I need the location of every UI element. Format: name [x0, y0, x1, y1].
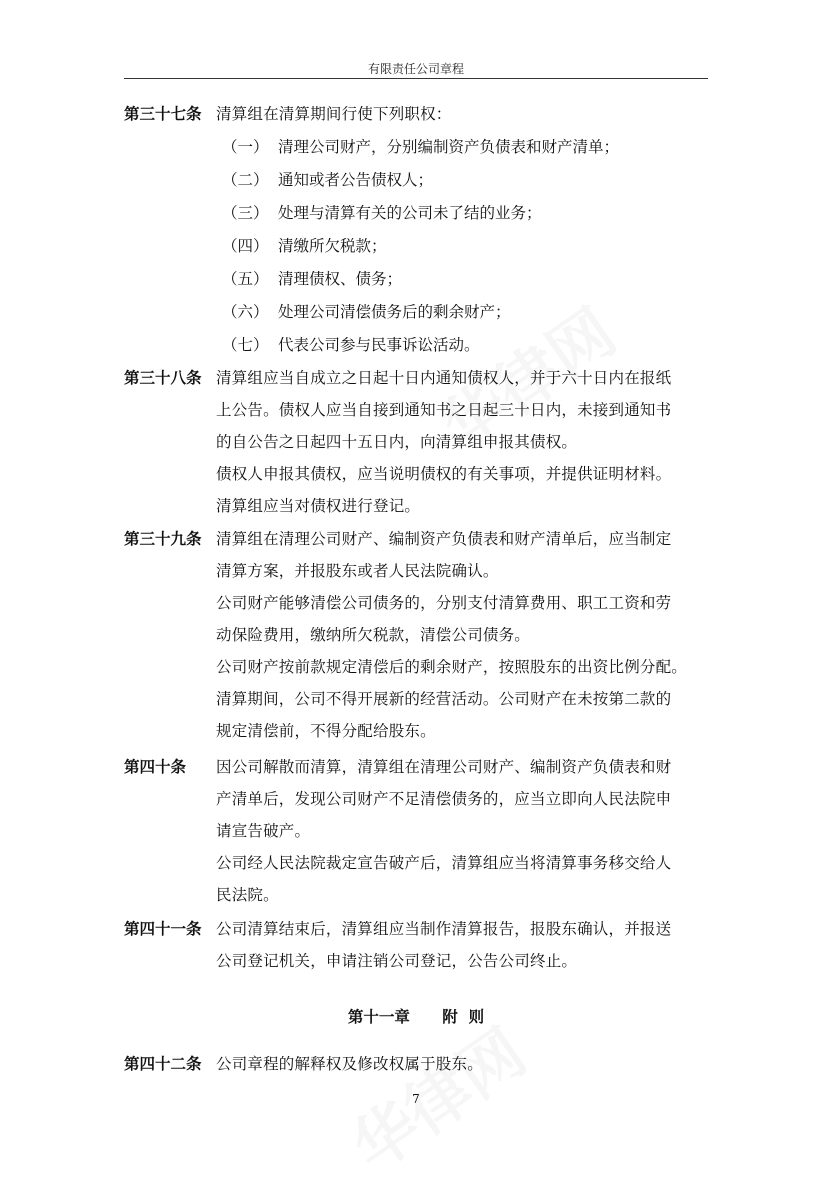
- article-text: 清算组在清理公司财产、编制资产负债表和财产清单后，应当制定: [216, 530, 672, 548]
- article-title: 第三十七条: [124, 104, 202, 123]
- article-text: 动保险费用，缴纳所欠税款，清偿公司债务。: [216, 626, 531, 644]
- article-text: 公司登记机关，申请注销公司登记，公告公司终止。: [216, 952, 578, 970]
- page-number: 7: [412, 1092, 420, 1106]
- article-text: 公司章程的解释权及修改权属于股东。: [216, 1055, 483, 1073]
- chapter-heading: 第十一章 附 则: [347, 1007, 485, 1026]
- article-title: 第四十一条: [124, 919, 202, 938]
- list-item-text: 处理公司清偿债务后的剩余财产；: [278, 303, 511, 321]
- article-title: 第四十二条: [124, 1054, 202, 1073]
- list-item-text: 通知或者公告债权人；: [278, 171, 434, 189]
- list-item-number: （一）: [222, 138, 269, 156]
- article-text: 公司财产能够清偿公司债务的，分别支付清算费用、职工工资和劳: [216, 594, 672, 612]
- list-item-number: （七）: [222, 336, 269, 354]
- article-text: 公司财产按前款规定清偿后的剩余财产，按照股东的出资比例分配。: [216, 658, 688, 676]
- article-text: 因公司解散而清算，清算组在清理公司财产、编制资产负债表和财: [216, 758, 672, 776]
- list-item-number: （三）: [222, 204, 269, 222]
- article-title: 第三十八条: [124, 368, 202, 387]
- article-text: 请宣告破产。: [216, 822, 311, 840]
- list-item-number: （四）: [222, 237, 269, 255]
- list-item-number: （六）: [222, 303, 269, 321]
- list-item-text: 处理与清算有关的公司未了结的业务；: [278, 204, 542, 222]
- article-text: 清算方案，并报股东或者人民法院确认。: [216, 562, 499, 580]
- list-item-text: 清理公司财产，分别编制资产负债表和财产清单；: [278, 138, 620, 156]
- list-item-text: 代表公司参与民事诉讼活动。: [278, 336, 480, 354]
- running-header: 有限责任公司章程: [367, 62, 464, 76]
- article-text: 上公告。债权人应当自接到通知书之日起三十日内，未接到通知书: [216, 401, 672, 419]
- article-text: 清算期间，公司不得开展新的经营活动。公司财产在未按第二款的: [216, 690, 672, 708]
- article-text: 债权人申报其债权，应当说明债权的有关事项，并提供证明材料。: [216, 465, 672, 483]
- article-title: 第三十九条: [124, 529, 202, 548]
- article-text: 清算组应当对债权进行登记。: [216, 497, 421, 515]
- article-text: 的自公告之日起四十五日内，向清算组申报其债权。: [216, 433, 578, 451]
- article-text: 产清单后，发现公司财产不足清偿债务的，应当立即向人民法院申: [216, 790, 672, 808]
- article-text: 清算组应当自成立之日起十日内通知债权人，并于六十日内在报纸: [216, 369, 672, 387]
- article-text: 公司清算结束后，清算组应当制作清算报告，报股东确认，并报送: [216, 920, 672, 938]
- article-title: 第四十条: [124, 757, 187, 776]
- list-item-text: 清理债权、债务；: [278, 270, 403, 288]
- article-text: 清算组在清算期间行使下列职权：: [216, 105, 452, 123]
- header-rule: [124, 78, 708, 79]
- list-item-text: 清缴所欠税款；: [278, 237, 387, 255]
- article-text: 公司经人民法院裁定宣告破产后，清算组应当将清算事务移交给人: [216, 854, 672, 872]
- article-text: 民法院。: [216, 886, 279, 904]
- list-item-number: （五）: [222, 270, 269, 288]
- article-text: 规定清偿前，不得分配给股东。: [216, 722, 436, 740]
- list-item-number: （二）: [222, 171, 269, 189]
